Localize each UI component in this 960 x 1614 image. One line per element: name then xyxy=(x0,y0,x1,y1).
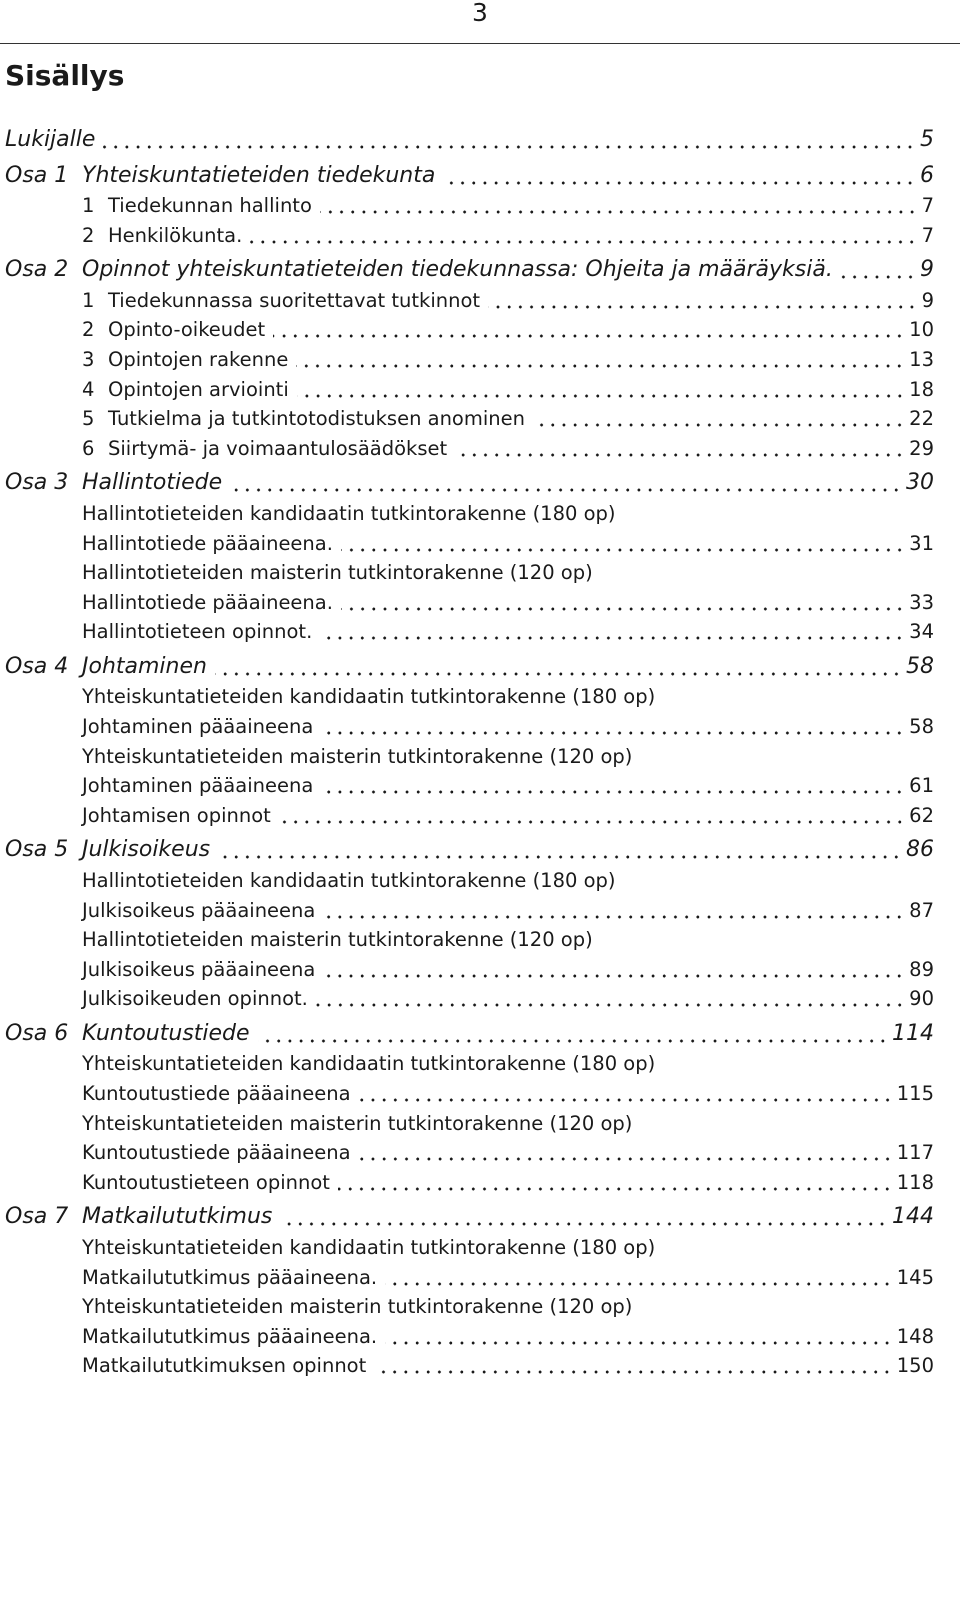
toc-part-entry xyxy=(0,653,960,683)
dot-leader xyxy=(296,364,905,368)
dot-leader xyxy=(320,636,905,640)
toc-entry-title: Matkailututkimus pääaineena. xyxy=(82,1324,378,1348)
toc-entry-title: Kuntoutustiede pääaineena xyxy=(82,1082,351,1105)
toc-entry-title: Yhteiskuntatieteiden maisterin tutkintorakenne (120 op) xyxy=(82,1111,633,1135)
toc-entry xyxy=(0,191,960,221)
toc-page-number: 87 xyxy=(909,898,934,922)
toc-entry-title: Tiedekunnan hallinto xyxy=(108,194,312,218)
toc-entry-title: Opintojen rakenne xyxy=(108,348,289,371)
toc-entry-title: Yhteiskuntatieteiden tiedekunta xyxy=(82,162,436,188)
dot-leader xyxy=(488,305,918,309)
toc-entry-title: Hallintotieteiden maisterin tutkintorakenne (120 op) xyxy=(82,928,593,952)
toc-part-number: Osa 6 xyxy=(5,1020,69,1046)
dot-leader xyxy=(359,1157,893,1161)
toc-page-number: 5 xyxy=(920,127,934,152)
toc-section-number: 4 xyxy=(82,377,95,401)
toc-entry-title: Yhteiskuntatieteiden maisterin tutkintorakenne (120 op) xyxy=(82,1295,633,1319)
toc-entry xyxy=(0,1049,960,1079)
toc-page-number: 7 xyxy=(921,223,934,247)
toc-page-number: 89 xyxy=(909,957,934,981)
dot-leader xyxy=(341,607,905,611)
toc-entry xyxy=(0,984,960,1014)
dot-leader xyxy=(455,453,905,457)
toc-entry xyxy=(0,896,960,926)
toc-part-entry xyxy=(0,162,960,192)
toc-page-number: 118 xyxy=(896,1170,934,1194)
toc-section-number: 2 xyxy=(82,318,95,342)
toc-entry-title: Johtaminen xyxy=(82,653,207,679)
toc-page-number: 58 xyxy=(909,715,934,738)
toc-entry-title: Julkisoikeus pääaineena xyxy=(82,957,316,981)
toc-section-number: 1 xyxy=(82,194,95,218)
toc-entry xyxy=(0,529,960,559)
toc-page-number: 13 xyxy=(909,348,934,371)
toc-entry-title: Matkailututkimuksen opinnot xyxy=(82,1354,367,1378)
toc-page-number: 117 xyxy=(896,1141,934,1165)
dot-leader xyxy=(533,423,905,427)
toc-entry xyxy=(0,682,960,712)
toc-entry-title: Matkailututkimus pääaineena. xyxy=(82,1265,378,1289)
dot-leader xyxy=(279,820,905,824)
toc-entry-title: Julkisoikeuden opinnot. xyxy=(82,987,308,1011)
toc-entry xyxy=(0,1109,960,1139)
toc-entry-title: Kuntoutustiede xyxy=(82,1020,250,1046)
toc-entry-title: Hallintotieteiden kandidaatin tutkintorakenne (180 op) xyxy=(82,868,616,892)
toc-entry xyxy=(0,1168,960,1198)
dot-leader xyxy=(323,974,905,978)
toc-entry-title: Tutkielma ja tutkintotodistuksen anominen xyxy=(108,407,525,431)
toc-entry-title: Hallintotiede xyxy=(82,470,223,496)
dot-leader xyxy=(341,548,905,552)
dot-leader xyxy=(230,488,902,492)
toc-entry xyxy=(0,1079,960,1109)
toc-entry xyxy=(0,286,960,316)
toc-page-number: 145 xyxy=(896,1265,934,1289)
toc-entry xyxy=(0,221,960,251)
toc-part-entry xyxy=(0,256,960,286)
toc-entry-title: Yhteiskuntatieteiden kandidaatin tutkintorakenne (180 op) xyxy=(82,1052,656,1076)
toc-page-number: 18 xyxy=(909,377,934,401)
toc-entry xyxy=(0,742,960,772)
dot-leader xyxy=(338,1187,893,1191)
toc-section-number: 5 xyxy=(82,407,95,431)
toc-entry-title: Yhteiskuntatieteiden maisterin tutkintorakenne (120 op) xyxy=(82,744,633,768)
toc-entry xyxy=(0,1263,960,1293)
page-title: Sisällys xyxy=(5,59,125,92)
toc-page-number: 22 xyxy=(909,407,934,431)
toc-page-number: 150 xyxy=(896,1354,934,1378)
toc-page-number: 9 xyxy=(920,257,934,283)
dot-leader xyxy=(218,855,902,859)
toc-entry-title: Opinnot yhteiskuntatieteiden tiedekunnassa: Ohjeita ja määräyksiä. xyxy=(82,257,833,283)
dot-leader xyxy=(316,1003,905,1007)
toc-part-entry xyxy=(0,1203,960,1233)
toc-entry-title: Hallintotieteiden kandidaatin tutkintorakenne (180 op) xyxy=(82,501,616,525)
toc-part-number: Osa 2 xyxy=(5,257,69,283)
toc-entry-title: Hallintotieteiden maisterin tutkintorakenne (120 op) xyxy=(82,561,593,585)
toc-entry-title: Johtaminen pääaineena xyxy=(82,774,314,798)
toc-entry-title: Opinto-oikeudet xyxy=(108,318,266,342)
toc-entry xyxy=(0,588,960,618)
toc-entry xyxy=(0,315,960,345)
toc-part-number: Osa 7 xyxy=(5,1204,69,1230)
dot-leader xyxy=(297,394,905,398)
toc-page-number: 58 xyxy=(906,653,934,679)
dot-leader xyxy=(320,210,918,214)
toc-entry xyxy=(0,1233,960,1263)
toc-entry-title: Hallintotiede pääaineena. xyxy=(82,590,333,614)
toc-part-entry xyxy=(0,1020,960,1050)
dot-leader xyxy=(258,1039,888,1043)
toc-page-number: 61 xyxy=(909,774,934,798)
toc-entry-title: Johtamisen opinnot xyxy=(82,803,271,827)
toc-page-number: 90 xyxy=(909,987,934,1011)
toc-section-number: 2 xyxy=(82,223,95,247)
toc-page-number: 34 xyxy=(909,620,934,644)
toc-page-number: 115 xyxy=(896,1082,934,1105)
toc-entry-title: Kuntoutustiede pääaineena xyxy=(82,1141,351,1165)
toc-entry-title: Opintojen arviointi xyxy=(108,377,289,401)
toc-section-number: 6 xyxy=(82,436,95,460)
toc-entry-title: Yhteiskuntatieteiden kandidaatin tutkintorakenne (180 op) xyxy=(82,1235,656,1259)
toc-part-number: Osa 3 xyxy=(5,470,69,496)
toc-entry-title: Hallintotieteen opinnot. xyxy=(82,620,313,644)
toc-entry xyxy=(0,771,960,801)
dot-leader xyxy=(273,334,905,338)
toc-part-number: Osa 5 xyxy=(5,837,69,863)
toc-entry xyxy=(0,558,960,588)
toc-page-number: 6 xyxy=(920,162,934,188)
toc-entry-title: Siirtymä- ja voimaantulosäädökset xyxy=(108,436,448,460)
dot-leader xyxy=(374,1370,893,1374)
dot-leader xyxy=(321,790,905,794)
toc-entry xyxy=(0,617,960,647)
toc-entry xyxy=(0,955,960,985)
toc-entry-title: Lukijalle xyxy=(5,127,96,152)
toc-page-number: 30 xyxy=(906,470,934,496)
toc-part-entry xyxy=(0,469,960,499)
toc-entry xyxy=(0,925,960,955)
toc-page-number: 31 xyxy=(909,531,934,555)
toc-entry-title: Henkilökunta. xyxy=(108,223,243,247)
toc-entry xyxy=(0,712,960,742)
toc-entry xyxy=(0,866,960,896)
dot-leader xyxy=(103,145,916,149)
toc-entry-title: Johtaminen pääaineena xyxy=(82,715,314,738)
page-number: 3 xyxy=(472,0,488,27)
toc-entry xyxy=(0,499,960,529)
toc-page-number: 148 xyxy=(896,1324,934,1348)
toc-page-number: 144 xyxy=(892,1204,934,1230)
toc-entry xyxy=(0,375,960,405)
toc-page-number: 29 xyxy=(909,436,934,460)
toc-page-number: 62 xyxy=(909,803,934,827)
toc-entry xyxy=(0,801,960,831)
toc-entry-title: Matkailututkimus xyxy=(82,1204,273,1230)
toc-entry-title: Julkisoikeus xyxy=(82,837,211,863)
toc-entry-title: Tiedekunnassa suoritettavat tutkinnot xyxy=(108,288,481,312)
dot-leader xyxy=(385,1341,893,1345)
dot-leader xyxy=(359,1098,893,1102)
dot-leader xyxy=(280,1222,888,1226)
toc-section-number: 3 xyxy=(82,348,95,371)
toc-entry xyxy=(0,1138,960,1168)
dot-leader xyxy=(250,240,917,244)
dot-leader xyxy=(443,181,916,185)
dot-leader xyxy=(323,915,905,919)
toc-entry xyxy=(0,1322,960,1352)
toc-page-number: 7 xyxy=(921,194,934,218)
toc-page-number: 33 xyxy=(909,590,934,614)
toc-section-number: 1 xyxy=(82,288,95,312)
toc-entry xyxy=(0,345,960,375)
toc-page-number: 86 xyxy=(906,837,934,863)
toc-entry xyxy=(0,1292,960,1322)
toc-page-number: 114 xyxy=(892,1020,934,1046)
toc-part-entry xyxy=(0,126,960,156)
toc-entry xyxy=(0,1351,960,1381)
toc-entry xyxy=(0,404,960,434)
dot-leader xyxy=(321,731,905,735)
dot-leader xyxy=(215,672,902,676)
toc-entry-title: Yhteiskuntatieteiden kandidaatin tutkintorakenne (180 op) xyxy=(82,685,656,709)
toc-entry-title: Kuntoutustieteen opinnot xyxy=(82,1170,330,1194)
toc-entry xyxy=(0,434,960,464)
toc-part-number: Osa 1 xyxy=(5,162,69,188)
toc-part-entry xyxy=(0,836,960,866)
toc-entry-title: Julkisoikeus pääaineena xyxy=(82,898,316,922)
dot-leader xyxy=(385,1282,893,1286)
toc-entry-title: Hallintotiede pääaineena. xyxy=(82,531,333,555)
dot-leader xyxy=(841,275,916,279)
toc-part-number: Osa 4 xyxy=(5,653,69,679)
toc-page-number: 10 xyxy=(909,318,934,342)
toc-page-number: 9 xyxy=(921,288,934,312)
